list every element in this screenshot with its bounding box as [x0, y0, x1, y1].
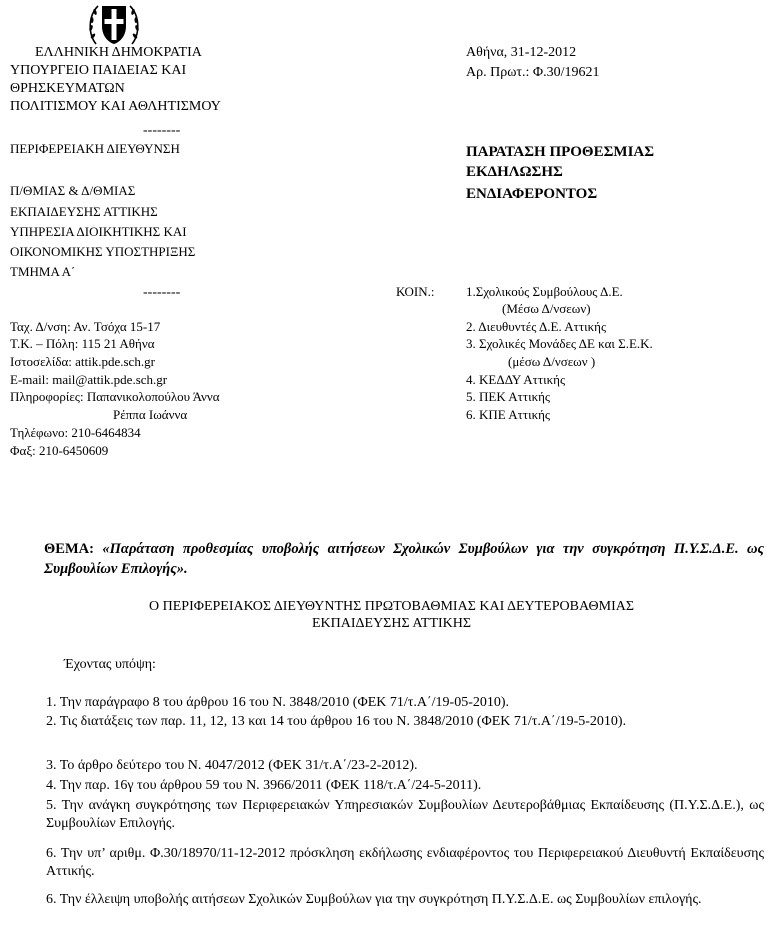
contact-phone: Τηλέφωνο: 210-6464834: [10, 425, 141, 440]
document-title-line2: ΕΚΔΗΛΩΣΗΣ: [466, 164, 563, 180]
cc-item: 2. Διευθυντές Δ.Ε. Αττικής: [466, 319, 607, 334]
cc-label: ΚΟΙΝ.:: [396, 284, 435, 299]
contact-address: Ταχ. Δ/νση: Αν. Τσόχα 15-17: [10, 319, 161, 334]
legal-item: 6. Την υπ’ αριθμ. Φ.30/18970/11-12-2012 πρόσκληση εκδήλωσης ενδιαφέροντος του Περιφερειακού Διευθυντή Εκπαίδευσης Αττικής.: [46, 846, 764, 879]
greek-emblem-icon: [86, 0, 142, 46]
cc-item: 5. ΠΕΚ Αττικής: [466, 389, 551, 404]
legal-item: 2. Τις διατάξεις των παρ. 11, 12, 13 και 14 του άρθρου 16 του Ν. 3848/2010 (ΦΕΚ 71/τ.Α΄/19-5-2010).: [46, 714, 627, 729]
legal-item: 1. Την παράγραφο 8 του άρθρου 16 του Ν. 3848/2010 (ΦΕΚ 71/τ.Α΄/19-05-2010).: [46, 695, 510, 710]
protocol-number: Αρ. Πρωτ.: Φ.30/19621: [466, 65, 600, 80]
cc-item: 1.Σχολικούς Συμβούλους Δ.Ε.: [466, 284, 623, 299]
document-title-line1: ΠΑΡΑΤΑΣΗ ΠΡΟΘΕΣΜΙΑΣ: [466, 144, 655, 160]
cc-item: (Μέσω Δ/νσεων): [502, 301, 591, 316]
contact-email: E-mail: mail@attik.pde.sch.gr: [10, 372, 168, 387]
contact-info-2: Ρέππα Ιωάννα: [113, 407, 188, 422]
director-line2: ΕΚΠΑΙΔΕΥΣΗΣ ΑΤΤΙΚΗΣ: [311, 616, 472, 631]
cc-item: 3. Σχολικές Μονάδες ΔΕ και Σ.Ε.Κ.: [466, 336, 653, 351]
separator-dashes-2: --------: [143, 285, 181, 300]
contact-website: Ιστοσελίδα: attik.pde.sch.gr: [10, 354, 155, 369]
issuer-country: ΕΛΛΗΝΙΚΗ ΔΗΜΟΚΡΑΤΙΑ: [35, 45, 202, 60]
cc-item: (μέσω Δ/νσεων ): [508, 354, 596, 369]
issuer-dept-line2: ΕΚΠΑΙΔΕΥΣΗΣ ΑΤΤΙΚΗΣ: [10, 204, 158, 219]
contact-fax: Φαξ: 210-6450609: [10, 443, 109, 458]
cc-item: 4. ΚΕΔΔΥ Αττικής: [466, 372, 566, 387]
legal-item: 5. Την ανάγκη συγκρότησης των Περιφερειακών Υπηρεσιακών Συμβουλίων Δευτεροβάθμιας Εκπαίδευσης (Π.Υ.Σ.Δ.Ε.), ως Συμβουλίων Επιλογής.: [46, 798, 764, 831]
issuer-ministry-line1: ΥΠΟΥΡΓΕΙΟ ΠΑΙΔΕΙΑΣ ΚΑΙ: [10, 63, 187, 78]
document-date: Αθήνα, 31-12-2012: [466, 45, 577, 60]
subject-label: ΘΕΜΑ:: [44, 541, 94, 557]
issuer-directorate: ΠΕΡΙΦΕΡΕΙΑΚΗ ΔΙΕΥΘΥΝΣΗ: [10, 141, 180, 156]
legal-item: 6. Την έλλειψη υποβολής αιτήσεων Σχολικών Συμβούλων για την συγκρότηση Π.Υ.Σ.Δ.Ε. ως Συμβουλίων επιλογής.: [46, 892, 702, 907]
director-line1: Ο ΠΕΡΙΦΕΡΕΙΑΚΟΣ ΔΙΕΥΘΥΝΤΗΣ ΠΡΩΤΟΒΑΘΜΙΑΣ ΚΑΙ ΔΕΥΤΕΡΟΒΑΘΜΙΑΣ: [149, 599, 634, 614]
subject: [44, 539, 764, 579]
issuer-dept-line3: ΥΠΗΡΕΣΙΑ ΔΙΟΙΚΗΤΙΚΗΣ ΚΑΙ: [10, 224, 187, 239]
considering-heading: Έχοντας υπόψη:: [64, 657, 156, 672]
contact-postal: Τ.Κ. – Πόλη: 115 21 Αθήνα: [10, 336, 155, 351]
legal-item: 4. Την παρ. 16γ του άρθρου 59 του Ν. 3966/2011 (ΦΕΚ 118/τ.Α΄/24-5-2011).: [46, 778, 482, 793]
issuer-section: ΤΜΗΜΑ Α΄: [10, 264, 76, 279]
document-title-line3: ΕΝΔΙΑΦΕΡΟΝΤΟΣ: [466, 186, 598, 202]
separator-dashes: --------: [143, 123, 181, 138]
subject-text: «Παράταση προθεσμίας υποβολής αιτήσεων Σχολικών Συμβούλων για την συγκρότηση Π.Υ.Σ.Δ.Ε. ως Συμβουλίων Επιλογής».: [44, 541, 765, 577]
issuer-ministry-line3: ΠΟΛΙΤΙΣΜΟΥ ΚΑΙ ΑΘΛΗΤΙΣΜΟΥ: [10, 99, 221, 114]
issuer-dept-line4: ΟΙΚΟΝΟΜΙΚΗΣ ΥΠΟΣΤΗΡΙΞΗΣ: [10, 244, 196, 259]
contact-info: Πληροφορίες: Παπανικολοπούλου Άννα: [10, 389, 220, 404]
legal-item: 3. Το άρθρο δεύτερο του Ν. 4047/2012 (ΦΕΚ 31/τ.Α΄/23-2-2012).: [46, 758, 418, 773]
issuer-ministry-line2: ΘΡΗΣΚΕΥΜΑΤΩΝ: [10, 81, 125, 96]
issuer-dept-line1: Π/ΘΜΙΑΣ & Δ/ΘΜΙΑΣ: [10, 183, 136, 198]
cc-item: 6. ΚΠΕ Αττικής: [466, 407, 551, 422]
